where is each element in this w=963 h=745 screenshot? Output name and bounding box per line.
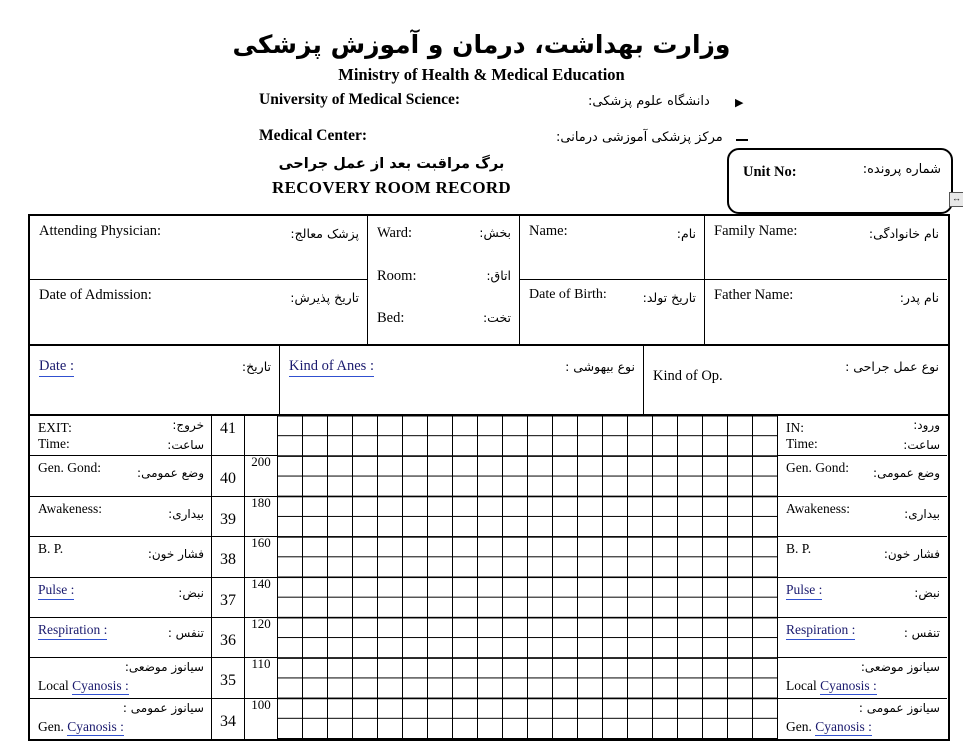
- vitals-plot-grid[interactable]: [278, 416, 778, 739]
- gen-cond-label-en-right: Gen. Gond:: [786, 460, 849, 476]
- university-row: [0, 91, 963, 119]
- form-table: [28, 214, 950, 741]
- father-name-label-en: Father Name:: [714, 287, 794, 303]
- name-dob-column: [520, 216, 705, 344]
- ministry-title-fa: وزارت بهداشت، درمان و آموزش پزشکی: [232, 30, 731, 59]
- date-field[interactable]: [30, 346, 280, 414]
- university-label-fa: دانشگاه علوم پزشکی:: [588, 94, 710, 109]
- bp-tick-value: 180: [251, 494, 271, 510]
- blood-pressure-row-left[interactable]: [30, 537, 211, 577]
- ward-field[interactable]: [368, 216, 519, 259]
- respiration-label-fa: تنفس :: [167, 625, 204, 640]
- vitals-left-labels-column: [30, 416, 212, 739]
- family-name-label-en: Family Name:: [714, 223, 798, 239]
- gen-cyanosis-label-en: Gen. Cyanosis :: [38, 718, 124, 734]
- pulse-label-fa: نبض:: [178, 585, 204, 600]
- pulse-label-fa-right: نبض:: [914, 585, 940, 600]
- name-label-en: Name:: [529, 223, 568, 239]
- exit-label-en: EXIT:: [38, 420, 72, 435]
- temp-tick: [212, 416, 244, 456]
- exit-time-label-fa: ساعت:: [167, 438, 204, 452]
- room-field[interactable]: [368, 259, 519, 302]
- temp-tick-value: 41: [220, 420, 236, 437]
- local-cyanosis-row-right[interactable]: [778, 658, 947, 698]
- gen-cyanosis-row-left[interactable]: [30, 699, 211, 739]
- exit-label-fa: خروج:: [172, 418, 204, 432]
- bp-tick: [245, 696, 277, 739]
- gen-cond-row-left[interactable]: [30, 456, 211, 496]
- triangle-marker-icon: ▶: [735, 97, 744, 109]
- family-name-label-fa: نام خانوادگی:: [868, 226, 939, 241]
- form-title-fa: برگ مراقبت بعد از عمل جراحی: [278, 156, 505, 172]
- bp-tick-value: 100: [251, 696, 271, 712]
- pulse-label-en: Pulse :: [38, 582, 74, 600]
- grid-major-lines: [278, 416, 777, 739]
- respiration-row-right[interactable]: [778, 618, 947, 658]
- awakeness-row-right[interactable]: [778, 497, 947, 537]
- respiration-row-left[interactable]: [30, 618, 211, 658]
- temp-tick-value: 38: [220, 551, 236, 569]
- date-label-fa: تاریخ:: [241, 359, 271, 374]
- local-cyanosis-spell-part: Cyanosis :: [72, 678, 129, 694]
- bp-label-en-right: B. P.: [786, 541, 812, 557]
- attending-physician-label-en: Attending Physician:: [39, 223, 162, 239]
- kind-of-operation-field[interactable]: [644, 346, 947, 414]
- temp-tick: [212, 537, 244, 577]
- date-of-birth-label-en: Date of Birth:: [529, 287, 607, 302]
- awakeness-label-en: Awakeness:: [38, 500, 102, 516]
- temp-tick-value: 37: [220, 591, 236, 609]
- temp-tick-value: 39: [220, 510, 236, 528]
- gen-cyanosis-label-fa-right: سیانوز عمومی :: [858, 700, 940, 715]
- father-name-field[interactable]: [705, 280, 947, 344]
- form-title-en: RECOVERY ROOM RECORD: [272, 178, 511, 197]
- room-label-fa: اتاق:: [486, 267, 511, 283]
- medical-center-label-en: Medical Center:: [259, 127, 368, 144]
- local-cyanosis-row-left[interactable]: [30, 658, 211, 698]
- father-name-label-fa: نام پدر:: [899, 290, 939, 305]
- kind-of-op-label-fa: نوع عمل جراحی :: [845, 359, 939, 374]
- bp-label-fa-right: فشار خون:: [883, 547, 940, 562]
- name-field[interactable]: [520, 216, 704, 280]
- gen-cyanosis-spell-part-right: Cyanosis :: [815, 718, 872, 734]
- gen-cond-label-en: Gen. Gond:: [38, 460, 101, 476]
- bp-tick: [245, 537, 277, 577]
- awakeness-row-left[interactable]: [30, 497, 211, 537]
- ward-label-fa: بخش:: [479, 225, 511, 240]
- respiration-label-fa-right: تنفس :: [903, 625, 940, 640]
- date-of-admission-label-fa: تاریخ پذیرش:: [290, 290, 359, 305]
- temp-tick: [212, 658, 244, 698]
- pulse-row-right[interactable]: [778, 578, 947, 618]
- gen-cond-label-fa-right: وضع عمومی:: [873, 466, 940, 481]
- unit-no-label-fa: شماره پرونده:: [862, 162, 941, 177]
- ward-label-en: Ward:: [377, 225, 413, 241]
- kind-of-anesthesia-field[interactable]: [280, 346, 644, 414]
- family-father-column: [705, 216, 947, 344]
- date-of-birth-field[interactable]: [520, 280, 704, 344]
- medical-center-label-fa: مرکز پزشکی آموزشی درمانی:: [556, 130, 723, 145]
- family-name-field[interactable]: [705, 216, 947, 280]
- in-time-label-fa: ساعت:: [903, 438, 940, 452]
- temp-tick: [212, 497, 244, 537]
- bp-tick-value: 120: [251, 615, 271, 631]
- unit-no-label-en: Unit No:: [743, 164, 797, 180]
- temperature-scale-column: [212, 416, 245, 739]
- unit-no-box[interactable]: [727, 148, 953, 214]
- vitals-right-labels-column: [778, 416, 947, 739]
- university-label-en: University of Medical Science:: [259, 91, 461, 108]
- bp-tick: [245, 416, 277, 456]
- blood-pressure-scale-column: [245, 416, 278, 739]
- temp-tick: [212, 618, 244, 658]
- bp-label-en: B. P.: [38, 541, 64, 557]
- local-cyanosis-label-fa-right: سیانوز موضعی:: [860, 660, 940, 675]
- bp-tick: [245, 615, 277, 658]
- gen-cyanosis-row-right[interactable]: [778, 699, 947, 739]
- gen-cyanosis-label-fa: سیانوز عمومی :: [122, 700, 204, 715]
- bp-tick: [245, 658, 277, 698]
- awakeness-label-en-right: Awakeness:: [786, 500, 850, 516]
- pulse-row-left[interactable]: [30, 578, 211, 618]
- local-cyanosis-label-en-right: Local Cyanosis :: [786, 678, 877, 694]
- dash-marker-icon: [736, 139, 748, 141]
- kind-of-anes-label-fa: نوع بیهوشی :: [565, 359, 635, 374]
- vitals-section: [30, 416, 948, 739]
- bp-label-fa: فشار خون:: [147, 547, 204, 562]
- in-label-fa: ورود:: [913, 418, 940, 432]
- in-time-label-en: Time:: [786, 436, 818, 451]
- date-of-admission-label-en: Date of Admission:: [39, 287, 152, 303]
- gen-cyanosis-label-en-right: Gen. Cyanosis :: [786, 718, 872, 734]
- gen-cond-row-right[interactable]: [778, 456, 947, 496]
- attending-physician-field[interactable]: [30, 216, 367, 280]
- room-label-en: Room:: [377, 267, 417, 284]
- kind-of-op-label-en: Kind of Op.: [653, 368, 723, 384]
- bp-tick-value: 140: [251, 575, 271, 591]
- bp-tick: [245, 456, 277, 496]
- temp-tick-value: 36: [220, 631, 236, 649]
- respiration-label-en-right: Respiration :: [786, 622, 855, 640]
- temp-tick: [212, 699, 244, 739]
- physician-admission-column: [30, 216, 368, 344]
- bed-field[interactable]: [368, 301, 519, 344]
- temp-tick: [212, 456, 244, 496]
- date-of-birth-label-fa: تاریخ تولد:: [642, 290, 696, 305]
- temp-tick-value: 35: [220, 672, 236, 690]
- gen-cond-label-fa: وضع عمومی:: [137, 466, 204, 481]
- temp-tick: [212, 578, 244, 618]
- bp-tick-value: 200: [251, 454, 271, 470]
- awakeness-label-fa-right: بیداری:: [904, 506, 940, 521]
- date-of-admission-field[interactable]: [30, 280, 367, 344]
- pulse-label-en-right: Pulse :: [786, 582, 822, 600]
- bed-label-fa: تخت:: [482, 310, 511, 326]
- name-label-fa: نام:: [676, 226, 696, 241]
- document-header: [0, 0, 963, 85]
- local-cyanosis-label-fa: سیانوز موضعی:: [124, 660, 204, 675]
- ward-room-bed-column: [368, 216, 520, 344]
- in-time-row-right[interactable]: [778, 416, 947, 456]
- ministry-title-en: Ministry of Health & Medical Education: [338, 65, 625, 84]
- bp-tick-value: 160: [251, 535, 271, 551]
- bp-tick-value: 110: [251, 656, 271, 672]
- bed-label-en: Bed:: [377, 310, 405, 327]
- local-cyanosis-label-en: Local Cyanosis :: [38, 678, 129, 694]
- operation-info-section: [30, 346, 948, 416]
- in-label-en: IN:: [786, 420, 804, 435]
- exit-time-row-left[interactable]: [30, 416, 211, 456]
- kind-of-anes-label-en: Kind of Anes :: [289, 358, 374, 377]
- awakeness-label-fa: بیداری:: [168, 506, 204, 521]
- temp-tick-value: 34: [220, 712, 236, 730]
- resize-handle-icon[interactable]: ↔: [949, 192, 963, 207]
- blood-pressure-row-right[interactable]: [778, 537, 947, 577]
- patient-info-section: [30, 216, 948, 346]
- bp-tick: [245, 575, 277, 618]
- respiration-label-en: Respiration :: [38, 622, 107, 640]
- exit-time-label-en: Time:: [38, 436, 70, 451]
- attending-physician-label-fa: پزشک معالج:: [290, 226, 359, 241]
- temp-tick-value: 40: [220, 470, 236, 488]
- gen-cyanosis-spell-part: Cyanosis :: [67, 718, 124, 734]
- bp-tick: [245, 494, 277, 537]
- local-cyanosis-spell-part-right: Cyanosis :: [820, 678, 877, 694]
- date-label-en: Date :: [39, 358, 74, 377]
